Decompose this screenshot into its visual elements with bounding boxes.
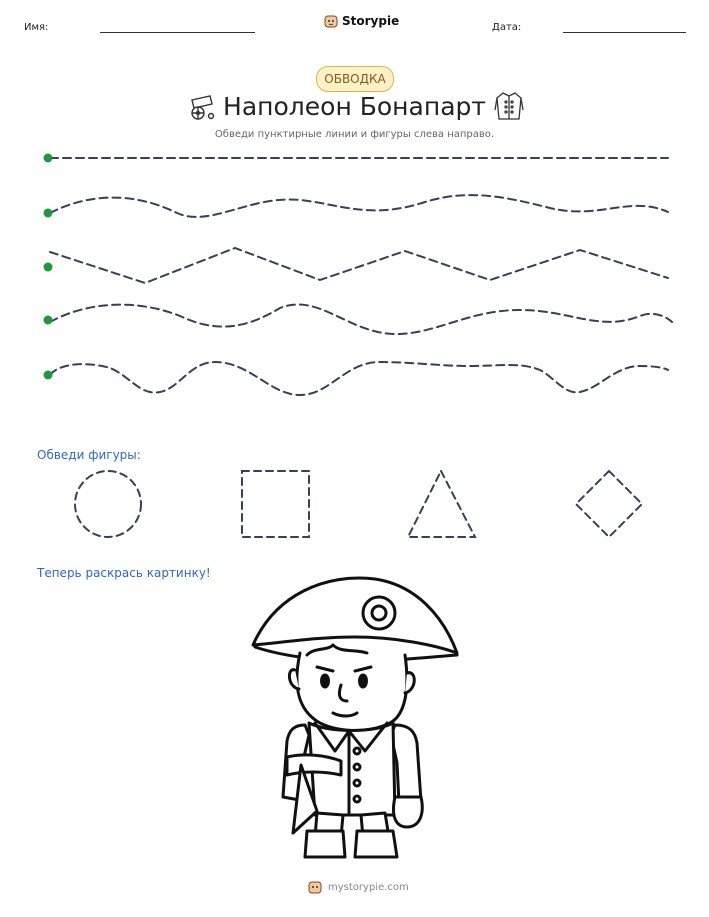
date-field[interactable] xyxy=(563,32,686,33)
brand-name: Storypie xyxy=(342,14,400,28)
page-title: Наполеон Бонапарт xyxy=(223,92,486,121)
shapes-label: Обведи фигуры: xyxy=(37,448,141,462)
trace-line-wave[interactable] xyxy=(50,195,668,217)
start-dot xyxy=(44,154,53,163)
uniform-jacket-icon xyxy=(494,90,524,122)
instructions: Обведи пунктирные линии и фигуры слева направо. xyxy=(214,129,495,140)
trace-square[interactable] xyxy=(242,471,309,537)
start-dot xyxy=(44,316,53,325)
pie-mascot-icon xyxy=(324,14,338,28)
start-dot xyxy=(44,263,53,272)
trace-line-wave-2[interactable] xyxy=(50,304,672,334)
napoleon-coloring-image[interactable] xyxy=(245,575,465,865)
trace-circle[interactable] xyxy=(75,471,141,537)
start-dot xyxy=(44,209,53,218)
trace-diamond[interactable] xyxy=(576,471,642,537)
tracing-lines xyxy=(0,140,709,400)
date-label: Дата: xyxy=(492,22,522,33)
activity-badge: ОБВОДКА xyxy=(316,66,394,92)
trace-triangle[interactable] xyxy=(408,471,475,537)
trace-line-zigzag[interactable] xyxy=(50,248,668,283)
coloring-label: Теперь раскрась картинку! xyxy=(37,566,211,580)
name-label: Имя: xyxy=(24,22,49,33)
footer-site[interactable]: mystorypie.com xyxy=(328,881,409,893)
start-dot xyxy=(44,371,53,380)
name-field[interactable] xyxy=(100,32,255,33)
brand-logo xyxy=(324,14,399,28)
tracing-shapes xyxy=(0,460,709,550)
trace-line-bumps[interactable] xyxy=(50,362,668,395)
footer xyxy=(308,880,409,894)
pie-mascot-icon xyxy=(308,880,322,894)
